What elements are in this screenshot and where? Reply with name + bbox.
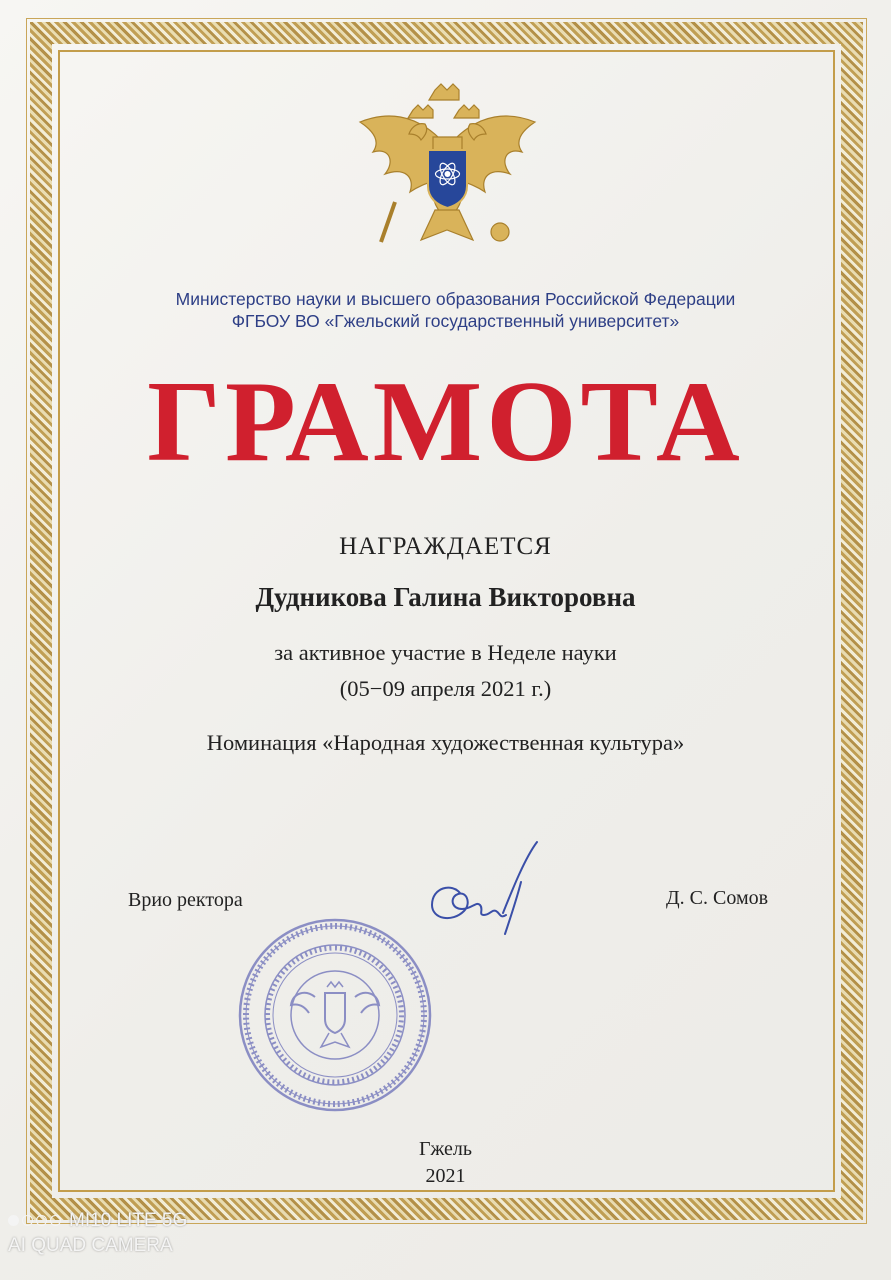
year: 2021 <box>425 1165 466 1187</box>
camera-dots-icon <box>8 1215 61 1226</box>
ministry-header <box>10 288 891 332</box>
camera-model: MI10 LITE 5G <box>69 1210 188 1231</box>
signer-position: Врио ректора <box>128 889 243 911</box>
awarded-caption: НАГРАЖДАЕТСЯ <box>339 533 552 560</box>
ministry-line-2: ФГБОУ ВО «Гжельский государственный университет» <box>231 311 680 331</box>
camera-watermark <box>8 1208 187 1258</box>
round-seal-stamp <box>235 915 435 1115</box>
double-headed-eagle-emblem <box>355 82 540 257</box>
city: Гжель <box>418 1138 473 1160</box>
certificate-title: ГРАМОТА <box>147 358 744 486</box>
recipient-name: Дудникова Галина Викторовна <box>255 582 636 612</box>
handwritten-signature <box>425 838 555 938</box>
event-dates: (05−09 апреля 2021 г.) <box>339 676 552 701</box>
ministry-line-1: Министерство науки и высшего образования Российской Федерации <box>175 289 736 309</box>
award-reason: за активное участие в Неделе науки <box>274 640 617 665</box>
signer-name: Д. С. Сомов <box>666 887 769 909</box>
camera-feature: AI QUAD CAMERA <box>8 1235 173 1256</box>
nomination: Номинация «Народная художественная культура» <box>206 730 685 755</box>
